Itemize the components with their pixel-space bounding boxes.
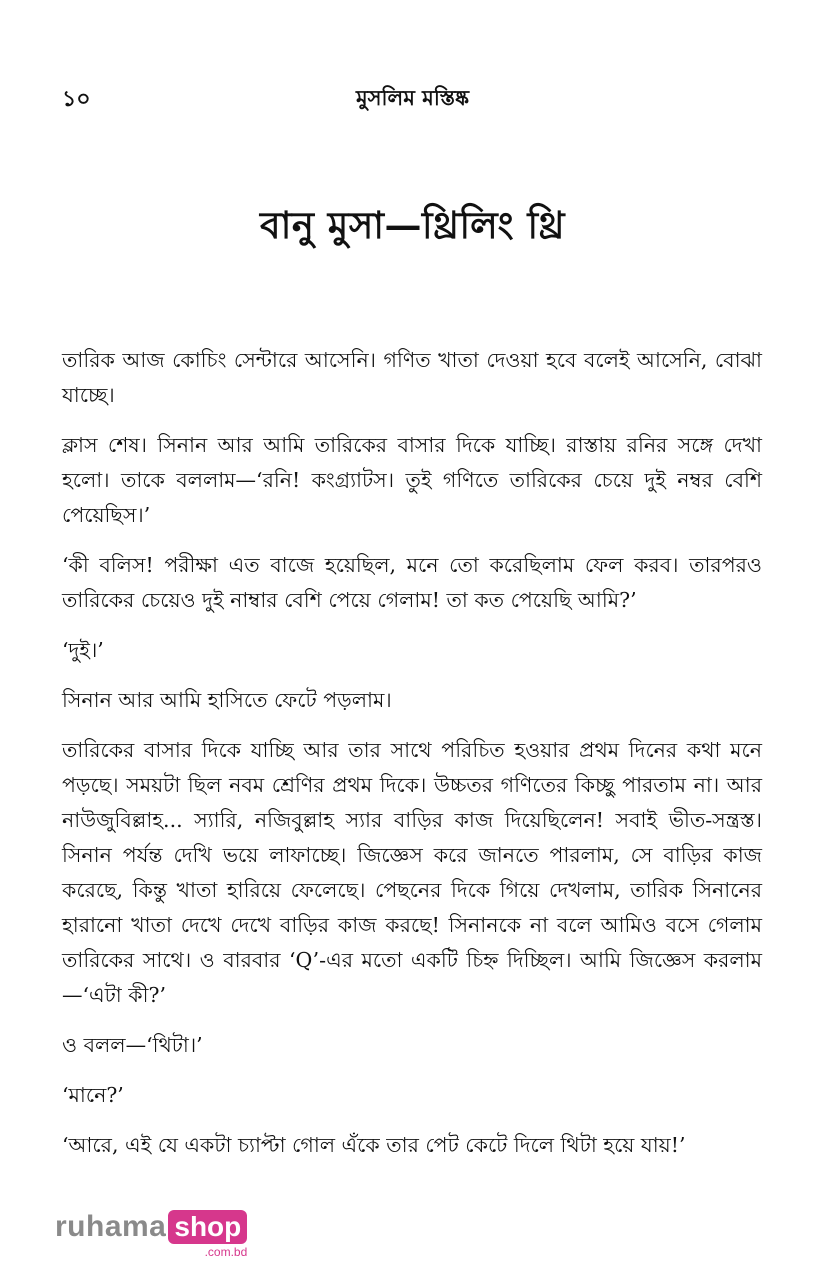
page-number: ১০	[62, 86, 91, 112]
chapter-title: বানু মুসা—থ্রিলিং থ্রি	[260, 203, 565, 247]
logo-ruhama-text: ruhama	[55, 1210, 167, 1243]
logo-shop-group	[168, 1210, 247, 1259]
paragraph: ও বলল—‘থিটা।’	[62, 1033, 203, 1057]
paragraph: সিনান আর আমি হাসিতে ফেটে পড়লাম।	[62, 688, 392, 712]
paragraph: ‘মানে?’	[62, 1083, 124, 1107]
paragraph: ক্লাস শেষ। সিনান আর আমি তারিকের বাসার দিকে যাচ্ছি। রাস্তায় রনির সঙ্গে দেখা হলো। তাকে বললাম—‘রনি! কংগ্র্যাটস। তুই গণিতে তারিকের চেয়ে দুই নম্বর বেশি পেয়েছিস।’	[62, 433, 762, 527]
body-text	[62, 343, 762, 1178]
running-head: মুসলিম মস্তিষ্ক	[356, 85, 469, 110]
logo-domain-text: .com.bd	[204, 1245, 248, 1259]
paragraph: তারিক আজ কোচিং সেন্টারে আসেনি। গণিত খাতা দেওয়া হবে বলেই আসেনি, বোঝা যাচ্ছে।	[62, 348, 762, 407]
paragraph: ‘আরে, এই যে একটা চ্যাপ্টা গোল এঁকে তার পেট কেটে দিলে থিটা হয়ে যায়!’	[62, 1133, 686, 1157]
logo-shop-badge: shop	[168, 1210, 247, 1244]
paragraph: ‘দুই।’	[62, 638, 104, 662]
paragraph: ‘কী বলিস! পরীক্ষা এত বাজে হয়েছিল, মনে তো করেছিলাম ফেল করব। তারপরও তারিকের চেয়েও দুই নাম্বার বেশি পেয়ে গেলাম! তা কত পেয়েছি আমি?’	[62, 553, 762, 612]
ruhamashop-logo	[55, 1210, 247, 1259]
paragraph: তারিকের বাসার দিকে যাচ্ছি আর তার সাথে পরিচিত হওয়ার প্রথম দিনের কথা মনে পড়ছে। সময়টা ছিল নবম শ্রেণির প্রথম দিকে। উচ্চতর গণিতের কিচ্ছু পারতাম না। আর নাউজুবিল্লাহ... স্যারি, নজিবুল্লাহ স্যার বাড়ির কাজ দিয়েছিলেন! সবাই ভীত-সন্ত্রস্ত। সিনান পর্যন্ত দেখি ভয়ে লাফাচ্ছে। জিজ্ঞেস করে জানতে পারলাম, সে বাড়ির কাজ করেছে, কিন্তু খাতা হারিয়ে ফেলেছে। পেছনের দিকে গিয়ে দেখলাম, তারিক সিনানের হারানো খাতা দেখে দেখে বাড়ির কাজ করছে! সিনানকে না বলে আমিও বসে গেলাম তারিকের সাথে। ও বারবার ‘Q’-এর মতো একটি চিহ্ন দিচ্ছিল। আমি জিজ্ঞেস করলাম—‘এটা কী?’	[62, 738, 762, 1007]
